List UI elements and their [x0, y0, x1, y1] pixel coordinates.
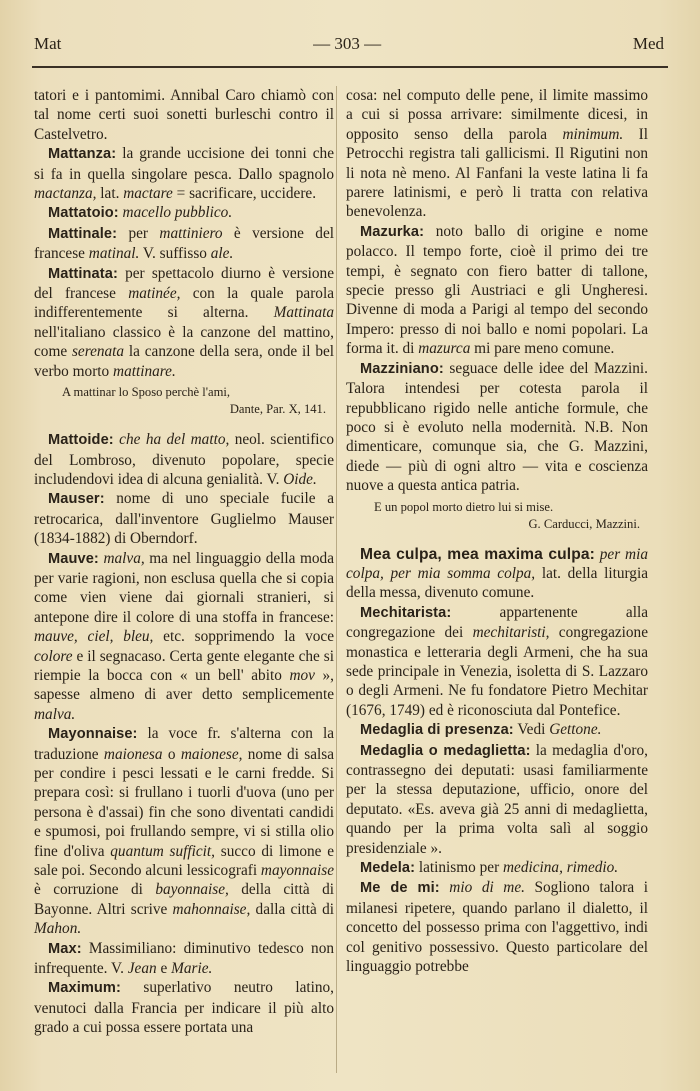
body-text: lat. della liturgia della messa, divenuto comune.: [346, 564, 648, 602]
italic-text: mechitaristi,: [472, 624, 550, 642]
body-text: nell'italiano classico è la canzone del mattino, come: [34, 323, 334, 361]
entry-mea-culpa: [346, 545, 648, 603]
entry-continuation: [346, 86, 648, 222]
body-text: mi pare meno comune.: [470, 340, 615, 358]
entry-medela: [346, 858, 648, 878]
italic-text: malva,: [103, 549, 145, 567]
body-text: latinismo per: [415, 859, 503, 877]
italic-text: ale.: [210, 245, 234, 263]
entry-medaglia-di-presenza: [346, 720, 648, 740]
running-header: [34, 34, 664, 54]
italic-text: per mia colpa, per mia somma colpa,: [346, 545, 648, 582]
body-text: ma nel linguaggio della moda per varie ragioni, non esclusa quella che si copia come vien viene dai giornali stranieri, si antepone dire il colore di una stoffa in francese:: [34, 549, 334, 626]
left-column: [34, 86, 334, 1038]
body-text: è corruzione di: [34, 881, 156, 899]
entry-mattatoio: [34, 203, 334, 223]
body-text: della città di Bayonne. Altri scrive: [34, 881, 334, 918]
italic-text: Mahon.: [34, 920, 82, 938]
quote-line: E un popol morto dietro lui si mise.: [374, 499, 554, 514]
italic-text: maionesa: [103, 745, 163, 763]
body-text: Massimiliano: diminutivo tedesco non infrequente. V.: [34, 939, 334, 978]
body-text: tatori e i pantomimi. Annibal Caro chiamò con tal nome certi suoi sonetti burleschi contro il Castelvetro.: [34, 87, 334, 143]
body-text: neol. scientifico del Lombroso, divenuto popolare, specie includendovi idea di alcuna genialità. V.: [34, 431, 334, 488]
italic-text: maionese,: [180, 745, 243, 763]
headword: Mattoide:: [48, 432, 114, 449]
italic-text: macello pubblico.: [122, 204, 233, 222]
headword: Mea culpa, mea maxima culpa:: [360, 545, 595, 563]
italic-text: mazurca: [418, 340, 471, 358]
entry-mayonnaise: [34, 724, 334, 938]
quote-source: Dante, Par. X, 141.: [229, 402, 326, 417]
entry-mattoide: [34, 430, 334, 489]
italic-text: mattiniero: [159, 224, 223, 242]
italic-text: medicina, rimedio.: [503, 859, 619, 877]
body-text: con la quale parola indifferentemente si alterna.: [34, 285, 334, 322]
headword: Medaglia o medaglietta:: [360, 742, 531, 759]
italic-text: malva.: [34, 705, 76, 723]
quote-line: A mattinar lo Sposo perchè l'ami,: [62, 385, 231, 400]
entry-mazurka: [346, 222, 648, 359]
body-text: appartenente alla congregazione dei: [346, 603, 648, 642]
headword: Mazziniano:: [360, 360, 444, 377]
body-text: la medaglia d'oro, contrassegno dei deputati: usasi familiarmente per la stessa deputazione, ufficio, onore del deputato. «Es. aveva già 25 anni di medaglietta, quando per la prima volta salì al soggio presidenziale ».: [346, 741, 648, 857]
header-right-guide-word: Med: [632, 34, 664, 53]
headword: Medela:: [360, 860, 416, 877]
entry-maximum: [34, 978, 334, 1037]
column-divider: [336, 86, 337, 1073]
body-text: per spettacolo diurno è versione del francese: [34, 264, 334, 303]
headword: Mechitarista:: [360, 604, 452, 621]
entry-me-de-mi: [346, 878, 648, 976]
quote-source: G. Carducci, Mazzini.: [528, 516, 640, 531]
entry-mauve: [34, 549, 334, 725]
italic-text: bayonnaise,: [155, 881, 229, 899]
italic-text: serenata: [71, 343, 125, 361]
quotation: [346, 499, 648, 533]
body-text: V. suffisso: [139, 245, 211, 263]
italic-text: Oide.: [283, 470, 317, 488]
body-text: succo di limone e sale poi. Secondo alcuni lessicografi: [34, 842, 334, 880]
body-text: la grande uccisione dei tonni che si fa in quella singolare pesca. Dallo spagnolo: [34, 145, 334, 183]
headword: Mattanza:: [48, 146, 117, 163]
header-rule: [32, 66, 668, 68]
body-text: è versione del francese: [34, 224, 334, 263]
body-text: noto ballo di origine e nome polacco. Il tempo forte, cioè il primo dei tre tempi, è segnato con fiero batter di tallone, specie presso gli Austriaci e gli Ungheresi. Divenne di moda a Parigi al tempo del secondo Impero: presso di noi ballo e nomi popolari. La forma it. di: [346, 222, 648, 358]
body-text: e il segnacaso. Certa gente elegante che si riempie la bocca con « un bell' abito: [34, 647, 334, 684]
italic-text: matinal.: [88, 245, 140, 263]
italic-text: colore: [34, 647, 73, 665]
italic-text: mauve, ciel, bleu,: [34, 628, 154, 646]
entry-mattanza: [34, 144, 334, 203]
right-column: [346, 86, 648, 976]
body-text: Vedi: [513, 721, 550, 739]
headword: Mattinale:: [48, 225, 118, 242]
entry-mattinale: [34, 224, 334, 264]
header-left-guide-word: Mat: [34, 34, 62, 53]
entry-mazziniano: [346, 359, 648, 496]
body-text: o: [162, 745, 181, 763]
body-text: e: [156, 960, 172, 978]
body-text: nome di uno speciale fucile a retrocarica, dall'inventore Guglielmo Mauser (1834-1882) di Oberndorf.: [34, 490, 334, 548]
italic-text: minimum.: [562, 125, 624, 143]
body-text: superlativo neutro latino, venutoci dalla Francia per indicare il più alto grado a cui possa essere portata una: [34, 979, 334, 1037]
body-text: cosa: nel computo delle pene, il limite massimo a cui si possa arrivare: similmente dicesi, in opposito senso della parola: [346, 87, 648, 143]
body-text: [440, 879, 450, 896]
italic-text: mio di me.: [449, 879, 525, 897]
headword: Mauser:: [48, 491, 105, 508]
body-text: per: [117, 224, 160, 242]
italic-text: Mattinata: [273, 304, 334, 322]
italic-text: quantum sufficit,: [110, 842, 216, 860]
body-text: », sapesse almeno di aver detto semplicemente: [34, 666, 334, 704]
body-text: etc. sopprimendo la voce: [153, 628, 334, 646]
italic-text: mov: [289, 666, 315, 684]
italic-text: che ha del matto,: [113, 431, 230, 449]
entry-medaglia-o-medaglietta: [346, 741, 648, 858]
body-text: nome di salsa per condire i pesci lessati e le carni fredde. Si prepara così: si frullano i tuorli d'uova (uno per persona è d'assai) fin che sono diventati candidi e spumosi, poi frullando sempre, vi si stilla olio fine d'oliva: [34, 745, 335, 860]
quotation: [34, 384, 334, 418]
headword: Mattinata:: [48, 265, 118, 282]
body-text: Il Petrocchi registra tali gallicismi. Il Rigutini non li nota nè meno. Al Fanfani la veste latina li fa parere latinismi, e però li tratta con relativa benevolenza.: [346, 125, 648, 221]
headword: Mayonnaise:: [48, 726, 138, 743]
body-text: lat.: [96, 185, 124, 203]
italic-text: mattinare.: [113, 362, 176, 380]
italic-text: Jean: [127, 960, 157, 978]
entry-mechitarista: [346, 603, 648, 720]
italic-text: matinée,: [128, 285, 181, 303]
body-text: congregazione monastica e letteraria degli Armeni, che ha sua sede principale in Venezia, isoletta di S. Lazzaro o degli Armeni. Ne fu fondatore Pietro Mechitar (1676, 1749) ed è riconosciuta dal Pontefice.: [346, 624, 648, 719]
italic-text: mayonnaise: [260, 862, 334, 880]
italic-text: mactare: [123, 185, 173, 203]
body-text: la voce fr. s'alterna con la traduzione: [34, 725, 334, 763]
entry-mauser: [34, 489, 334, 548]
body-text: = sacrificare, uccidere.: [172, 185, 317, 203]
headword: Mattatoio:: [48, 205, 119, 222]
body-text: seguace delle idee del Mazzini. Talora intendesi per cotesta parola il repubblicano rigido nelle antiche formule, che poco si è evoluto nella modernità. N.B. Non dimenticare, comunque sia, che G. Mazzini, diede — più di ogni altro — vita e coscienza nuove a questa antica patria.: [346, 359, 648, 495]
entry-max: [34, 939, 334, 979]
page-number: — 303 —: [313, 34, 382, 53]
italic-text: Marie.: [171, 960, 213, 978]
italic-text: Gettone.: [549, 721, 602, 739]
headword: Maximum:: [48, 980, 121, 997]
body-text: Sogliono talora i milanesi ripetere, quando parlano il dialetto, il concetto del possesso prima con l'aggettivo, indi col genitivo possessivo. Questo particolare del linguaggio potrebbe: [346, 879, 648, 976]
headword: Mauve:: [48, 550, 99, 567]
body-text: dalla città di: [250, 900, 334, 918]
headword: Mazurka:: [360, 223, 425, 240]
italic-text: mahonnaise,: [172, 900, 251, 918]
headword: Max:: [48, 940, 82, 957]
headword: Me de mi:: [360, 880, 440, 897]
italic-text: mactanza,: [34, 185, 97, 203]
entry-mattinata: [34, 264, 334, 381]
headword: Medaglia di presenza:: [360, 722, 514, 739]
entry-continuation: [34, 86, 334, 144]
body-text: la canzone della sera, onde il bel verbo morto: [34, 343, 335, 380]
